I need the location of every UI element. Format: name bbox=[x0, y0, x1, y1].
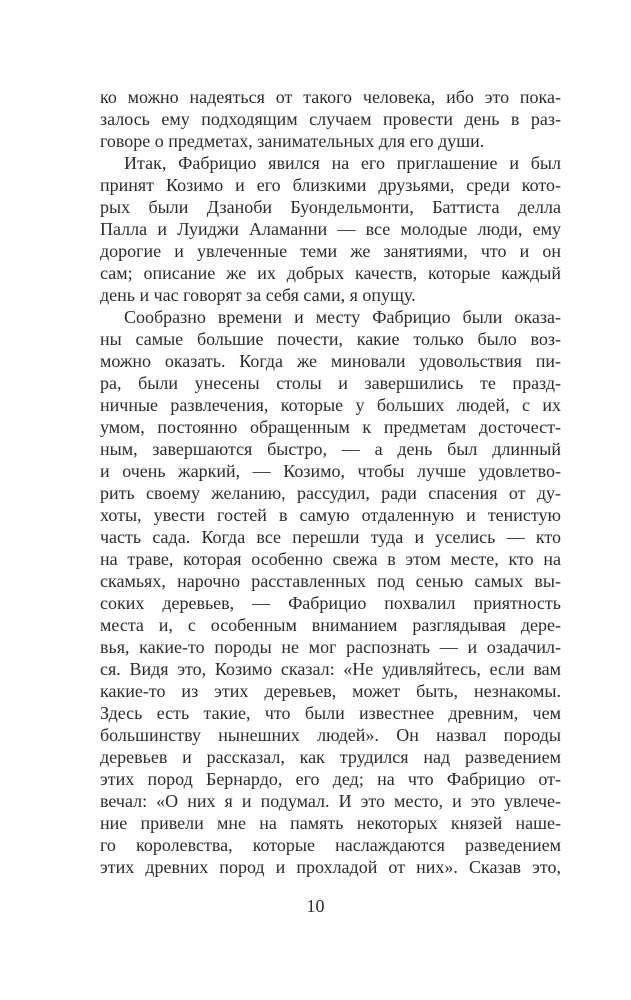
text-line: на траве, которая особенно свежа в этом месте, кто на bbox=[100, 549, 561, 569]
text-line: принят Козимо и его близкими друзьями, среди кото- bbox=[100, 175, 561, 195]
text-line: деревьев и рассказал, как трудился над разведением bbox=[100, 747, 561, 767]
text-line: вья, какие-то породы не мог распознать — и озадачил- bbox=[100, 637, 561, 657]
page-body-text bbox=[100, 86, 561, 878]
text-line: и очень жаркий, — Козимо, чтобы лучше удовлетво- bbox=[100, 461, 561, 481]
text-line: большинству нынешних людей». Он назвал породы bbox=[100, 725, 561, 745]
text-line: го королевства, которые наслаждаются разведением bbox=[100, 835, 561, 855]
text-line: залось ему подходящим случаем провести день в раз- bbox=[100, 109, 561, 129]
text-line: этих древних пород и прохладой от них». Сказав это, bbox=[100, 857, 561, 877]
text-line: ко можно надеяться от такого человека, ибо это пока- bbox=[100, 87, 561, 107]
text-line: сам; описание же их добрых качеств, которые каждый bbox=[100, 263, 561, 283]
text-line: Палла и Луиджи Аламанни — все молодые люди, ему bbox=[100, 219, 561, 239]
text-line: ны самые большие почести, какие только было воз- bbox=[100, 329, 561, 349]
text-line: соких деревьев, — Фабрицио похвалил приятность bbox=[100, 593, 561, 613]
text-line: скамьях, нарочно расставленных под сенью самых вы- bbox=[100, 571, 561, 591]
page-number: 10 bbox=[306, 896, 325, 916]
text-line: дорогие и увлеченные теми же занятиями, что и он bbox=[100, 241, 561, 261]
text-line: ся. Видя это, Козимо сказал: «Не удивляйтесь, если вам bbox=[100, 659, 561, 679]
text-line: ничные развлечения, которые у больших людей, с их bbox=[100, 395, 561, 415]
text-line: хоты, увести гостей в самую отдаленную и тенистую bbox=[100, 505, 561, 525]
text-line: ным, завершаются быстро, — а день был длинный bbox=[100, 439, 561, 459]
text-line: ра, были унесены столы и завершились те празд- bbox=[100, 373, 561, 393]
text-line: можно оказать. Когда же миновали удовольствия пи- bbox=[100, 351, 561, 371]
text-line: вечал: «О них я и подумал. И это место, и это увлече- bbox=[100, 791, 561, 811]
text-line: рить своему желанию, рассудил, ради спасения от ду- bbox=[100, 483, 561, 503]
text-line: какие-то из этих деревьев, может быть, незнакомы. bbox=[100, 681, 561, 701]
text-line: день и час говорят за себя сами, я опущу. bbox=[100, 285, 416, 305]
text-line: ние привели мне на память некоторых князей наше- bbox=[100, 813, 561, 833]
text-line: места и, с особенным вниманием разглядывая дере- bbox=[100, 615, 561, 635]
text-line: умом, постоянно обращенным к предметам досточест- bbox=[100, 417, 561, 437]
text-line: Сообразно времени и месту Фабрицио были оказа- bbox=[124, 307, 561, 327]
text-line: часть сада. Когда все перешли туда и уселись — кто bbox=[100, 527, 561, 547]
text-line: рых были Дзаноби Буондельмонти, Баттиста делла bbox=[100, 197, 561, 217]
text-line: Итак, Фабрицио явился на его приглашение и был bbox=[124, 153, 561, 173]
text-line: этих пород Бернардо, его дед; на что Фабрицио от- bbox=[100, 769, 561, 789]
text-line: Здесь есть такие, что были известнее древним, чем bbox=[100, 703, 561, 723]
text-line: говоре о предметах, занимательных для его души. bbox=[100, 131, 485, 151]
